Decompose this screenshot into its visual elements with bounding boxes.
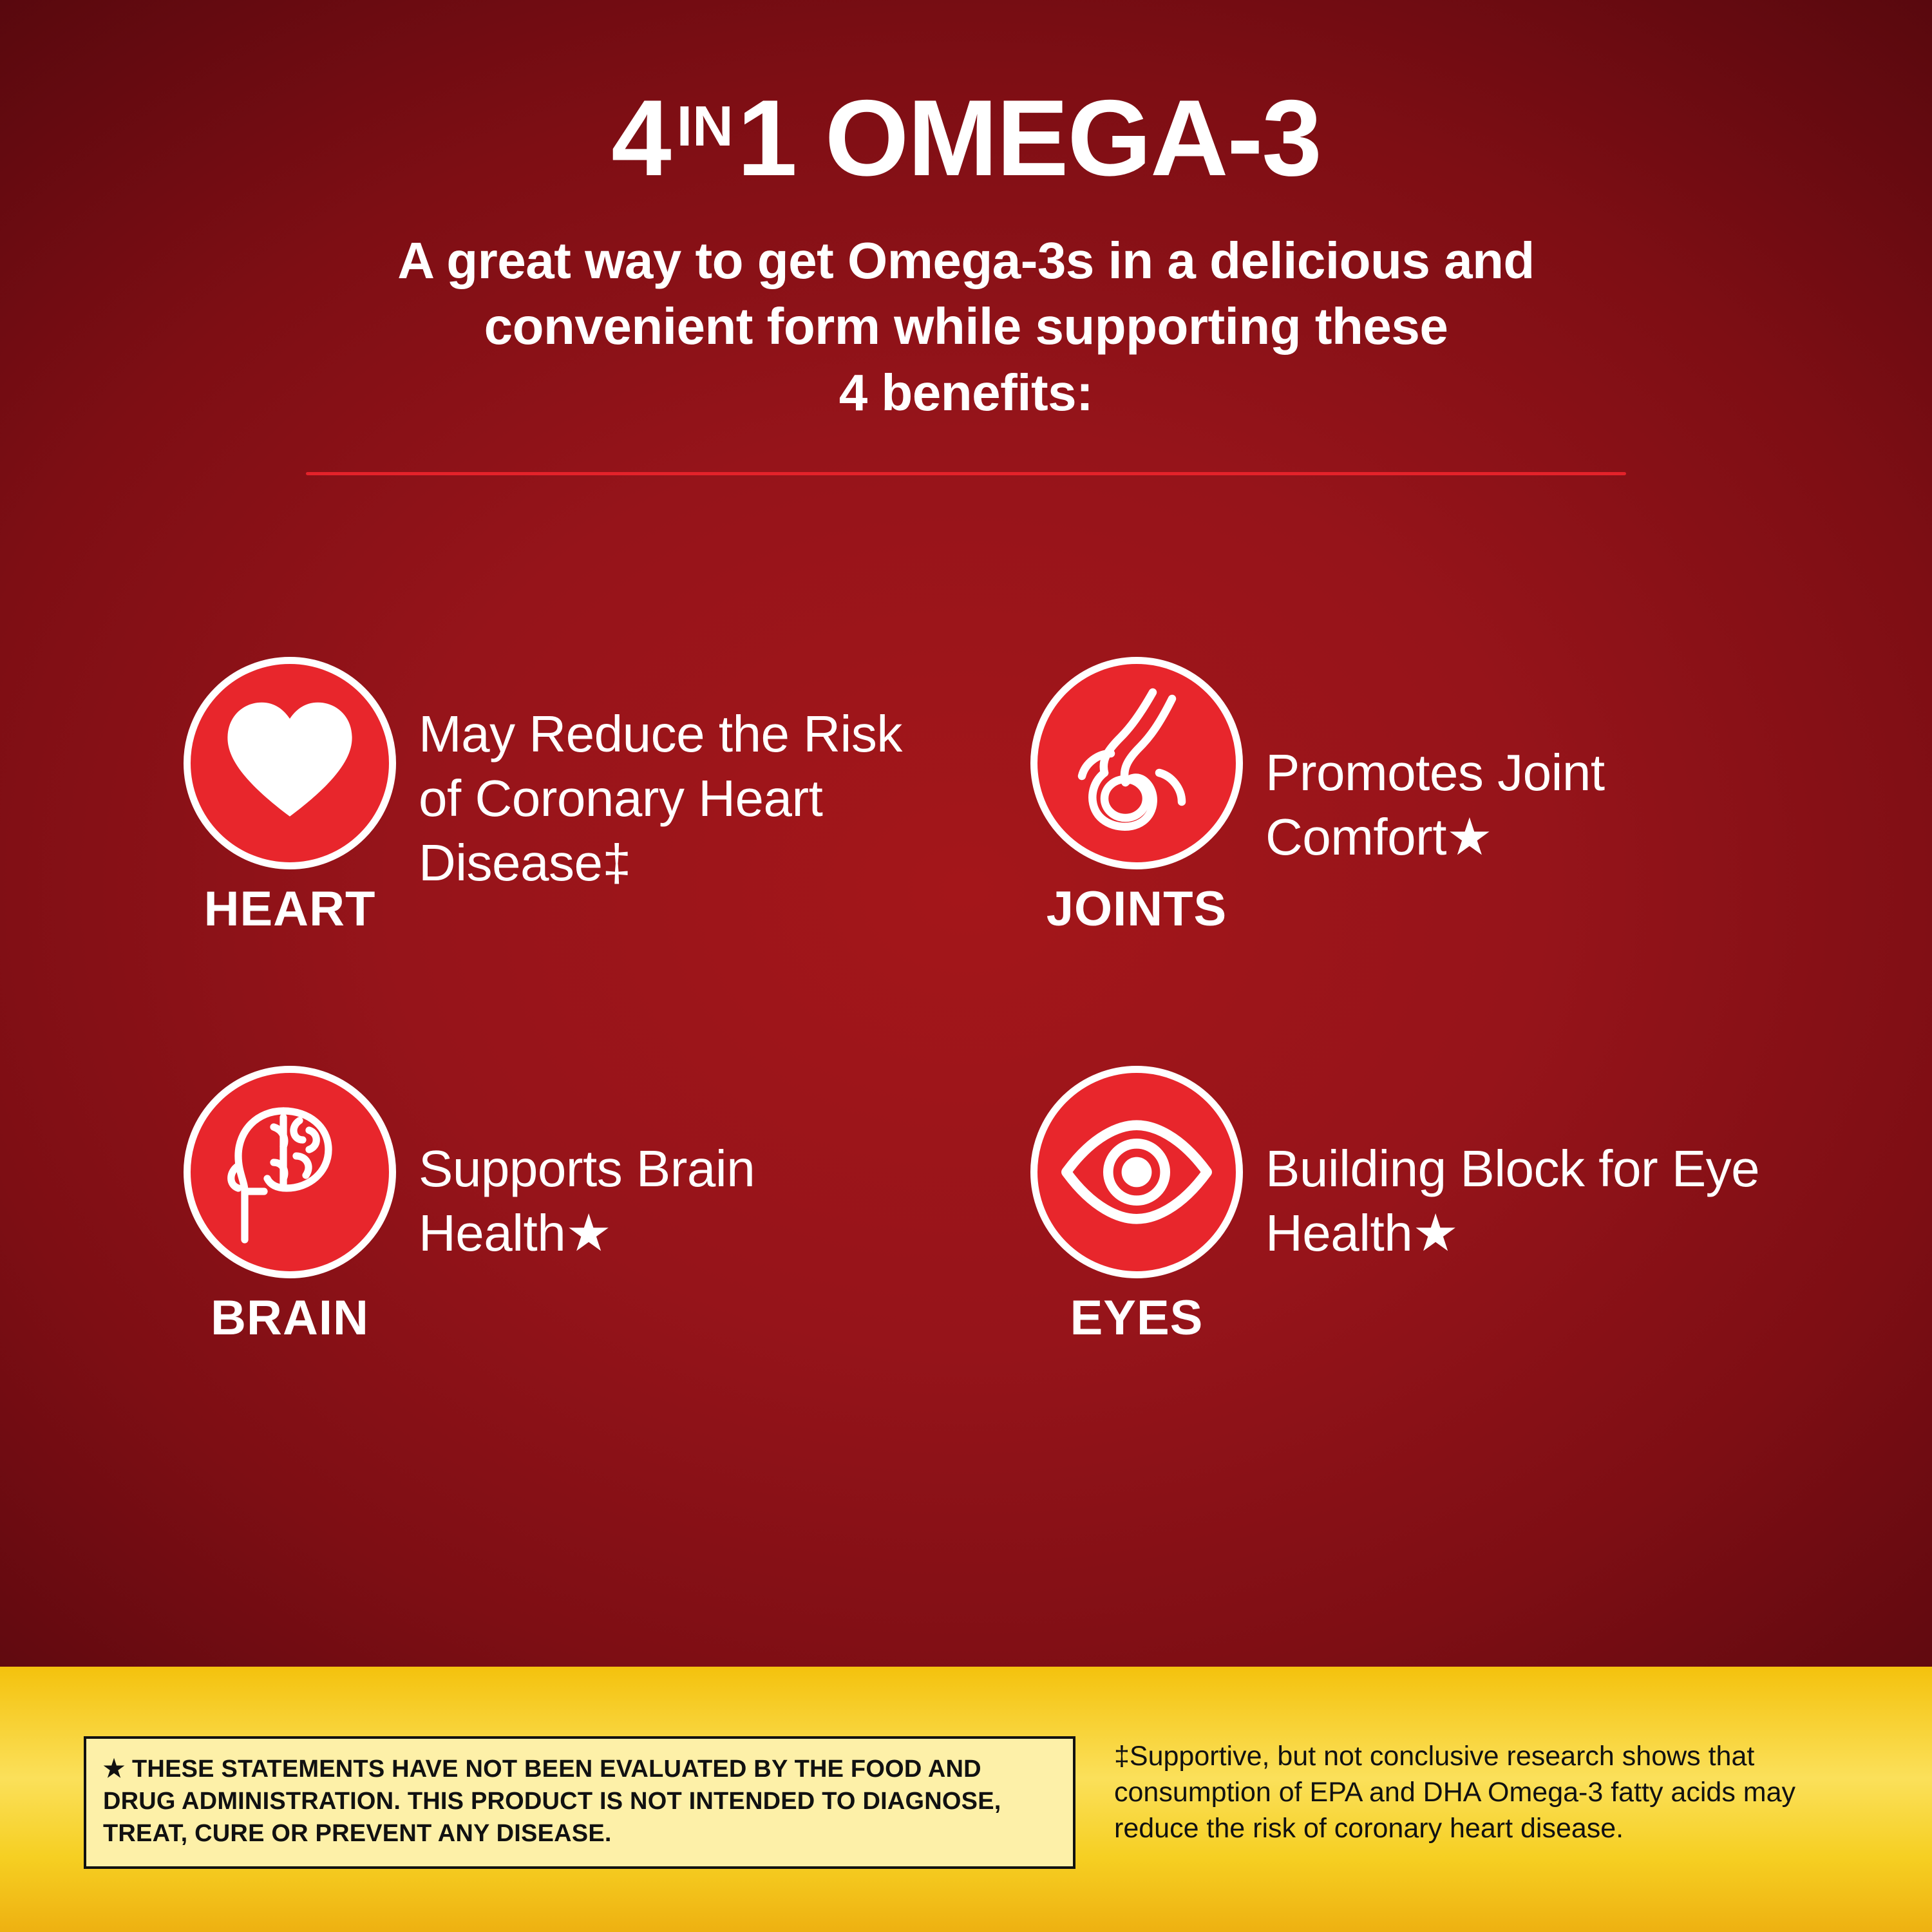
subtitle-line-1: A great way to get Omega-3s in a delicious and: [397, 232, 1535, 289]
footer-band: [0, 1667, 1932, 1932]
page-title: [0, 77, 1932, 198]
benefit-label: EYES: [1070, 1291, 1204, 1345]
benefit-item-brain: [161, 1066, 937, 1346]
benefit-text: Supports Brain Health★: [419, 1140, 755, 1262]
benefit-label: JOINTS: [1046, 882, 1227, 936]
eye-icon: [1030, 1066, 1243, 1278]
fda-disclaimer-box: [84, 1736, 1075, 1869]
benefit-icon-column: [1008, 1066, 1265, 1346]
benefit-item-eyes: [1008, 1066, 1784, 1346]
subtitle-line-2: convenient form while supporting these: [484, 298, 1448, 355]
benefit-text: Building Block for Eye Health★: [1265, 1140, 1760, 1262]
title-in: IN: [676, 94, 734, 158]
benefits-grid: [161, 657, 1784, 1346]
subtitle: [142, 228, 1790, 426]
subtitle-line-3: 4 benefits:: [838, 363, 1094, 421]
fda-disclaimer-text: ★ THESE STATEMENTS HAVE NOT BEEN EVALUATED BY THE FOOD AND DRUG ADMINISTRATION. THIS PRODUCT IS NOT INTENDED TO DIAGNOSE, TREAT, CURE OR PREVENT ANY DISEASE.: [103, 1756, 1001, 1848]
benefit-text: May Reduce the Risk of Coronary Heart Disease‡: [419, 705, 902, 891]
title-number: 4: [611, 77, 670, 198]
title-rest: 1 OMEGA-3: [737, 77, 1321, 198]
benefit-label: BRAIN: [211, 1291, 369, 1345]
brain-head-icon: [184, 1066, 396, 1278]
divider: [306, 472, 1626, 475]
benefit-icon-column: [161, 1066, 419, 1346]
heart-icon: [184, 657, 396, 869]
heart-disease-claim-text: ‡Supportive, but not conclusive research shows that consumption of EPA and DHA Omega-3 fatty acids may reduce the risk of coronary heart disease.: [1114, 1741, 1795, 1844]
benefit-icon-column: [161, 657, 419, 937]
benefit-item-joints: [1008, 657, 1784, 937]
benefit-label: HEART: [204, 882, 376, 936]
benefit-icon-column: [1008, 657, 1265, 937]
header: [0, 0, 1932, 475]
benefit-item-heart: [161, 657, 937, 937]
benefit-text: Promotes Joint Comfort★: [1265, 744, 1605, 866]
joint-icon: [1030, 657, 1243, 869]
footer-content: [0, 1736, 1932, 1869]
